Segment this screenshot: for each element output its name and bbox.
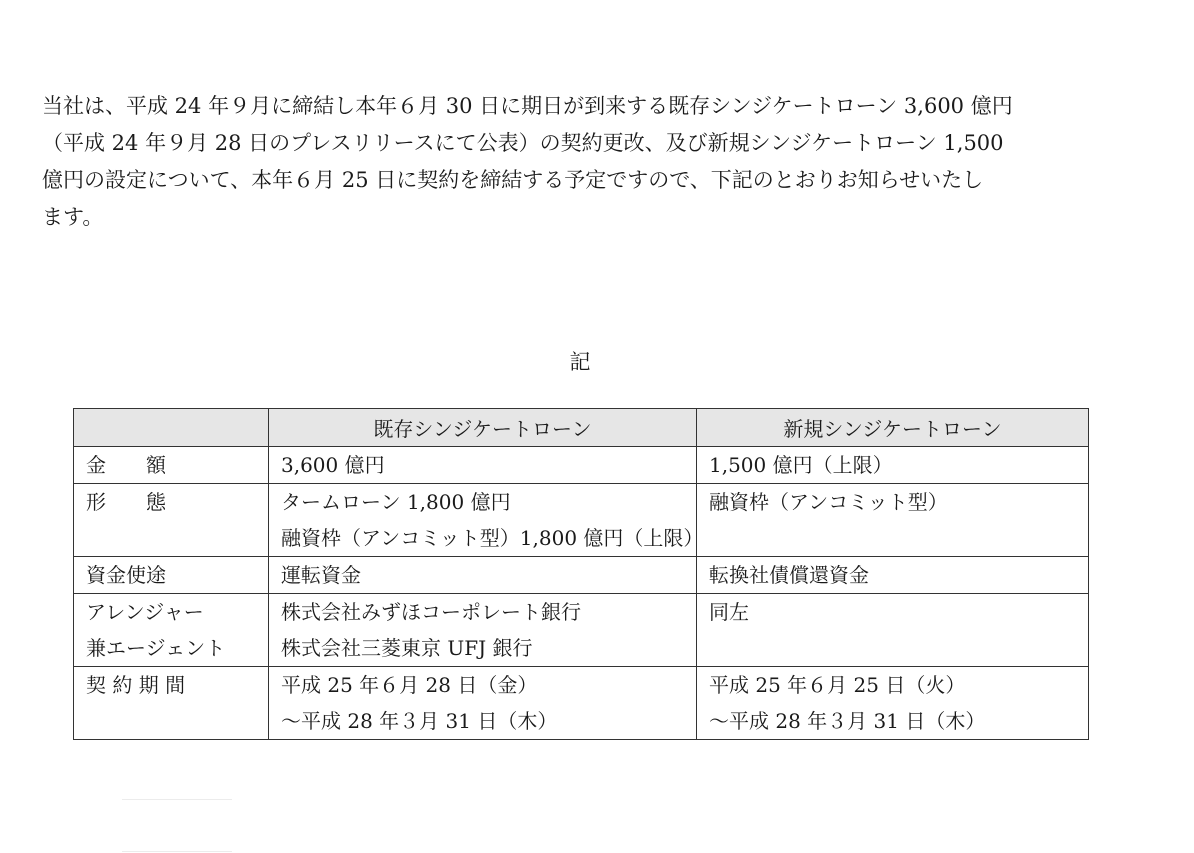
- faint-divider: [122, 799, 232, 800]
- ki-heading: 記: [569, 350, 591, 374]
- cell-text: 3,600 億円: [281, 453, 385, 477]
- cell-text: 運転資金: [281, 563, 361, 587]
- table-row-form: [74, 484, 1089, 557]
- table-header-row: [74, 409, 1089, 447]
- new-arranger-cell: [697, 594, 1089, 667]
- row-label-text: アレンジャー: [86, 600, 204, 624]
- row-label-amount: [74, 447, 269, 484]
- header-blank-cell: [74, 409, 269, 447]
- cell-text: 同左: [709, 600, 749, 624]
- row-label-text: 形 態: [86, 490, 166, 514]
- cell-text: 平成 25 年６月 25 日（火）: [709, 673, 966, 697]
- intro-line: 億円の設定について、本年６月 25 日に契約を締結する予定ですので、下記のとおりお知らせいたし: [42, 168, 984, 192]
- new-term-cell: [697, 667, 1089, 740]
- header-existing-loan: 既存シンジケートローン: [269, 409, 697, 447]
- loan-terms-table: [73, 408, 1089, 740]
- cell-text: 株式会社三菱東京 UFJ 銀行: [281, 636, 533, 660]
- row-label-text: 資金使途: [86, 563, 166, 587]
- table-row-amount: [74, 447, 1089, 484]
- intro-line: 当社は、平成 24 年９月に締結し本年６月 30 日に期日が到来する既存シンジケートローン 3,600 億円: [42, 94, 1013, 118]
- new-form-cell: [697, 484, 1089, 557]
- table-row-term: [74, 667, 1089, 740]
- header-new-loan: 新規シンジケートローン: [697, 409, 1089, 447]
- row-label-form: [74, 484, 269, 557]
- cell-text: 1,500 億円（上限）: [709, 453, 893, 477]
- cell-text: 融資枠（アンコミット型）: [709, 490, 948, 514]
- existing-form-cell: [269, 484, 704, 557]
- cell-text: 株式会社みずほコーポレート銀行: [281, 600, 581, 624]
- existing-amount-cell: [269, 447, 697, 484]
- table-row-arranger: [74, 594, 1089, 667]
- row-label-text: 兼エージェント: [86, 636, 226, 660]
- cell-text: タームローン 1,800 億円: [281, 490, 511, 514]
- intro-paragraph: [42, 88, 1122, 236]
- new-use-cell: [697, 557, 1089, 594]
- existing-term-cell: [269, 667, 697, 740]
- cell-text: 融資枠（アンコミット型）1,800 億円（上限）: [281, 526, 704, 550]
- row-label-use-of-funds: [74, 557, 269, 594]
- cell-text: ～平成 28 年３月 31 日（木）: [709, 709, 986, 733]
- row-label-term: [74, 667, 269, 740]
- faint-divider: [122, 851, 232, 852]
- row-label-arranger: [74, 594, 269, 667]
- intro-line: （平成 24 年９月 28 日のプレスリリースにて公表）の契約更改、及び新規シンジケートローン 1,500: [42, 131, 1004, 155]
- cell-text: 平成 25 年６月 28 日（金）: [281, 673, 538, 697]
- cell-text: ～平成 28 年３月 31 日（木）: [281, 709, 558, 733]
- row-label-text: 契 約 期 間: [86, 673, 186, 697]
- new-amount-cell: [697, 447, 1089, 484]
- row-label-text: 金 額: [86, 453, 166, 477]
- table-row-use-of-funds: [74, 557, 1089, 594]
- intro-line: ます。: [42, 205, 104, 229]
- existing-use-cell: [269, 557, 697, 594]
- cell-text: 転換社債償還資金: [709, 563, 869, 587]
- existing-arranger-cell: [269, 594, 697, 667]
